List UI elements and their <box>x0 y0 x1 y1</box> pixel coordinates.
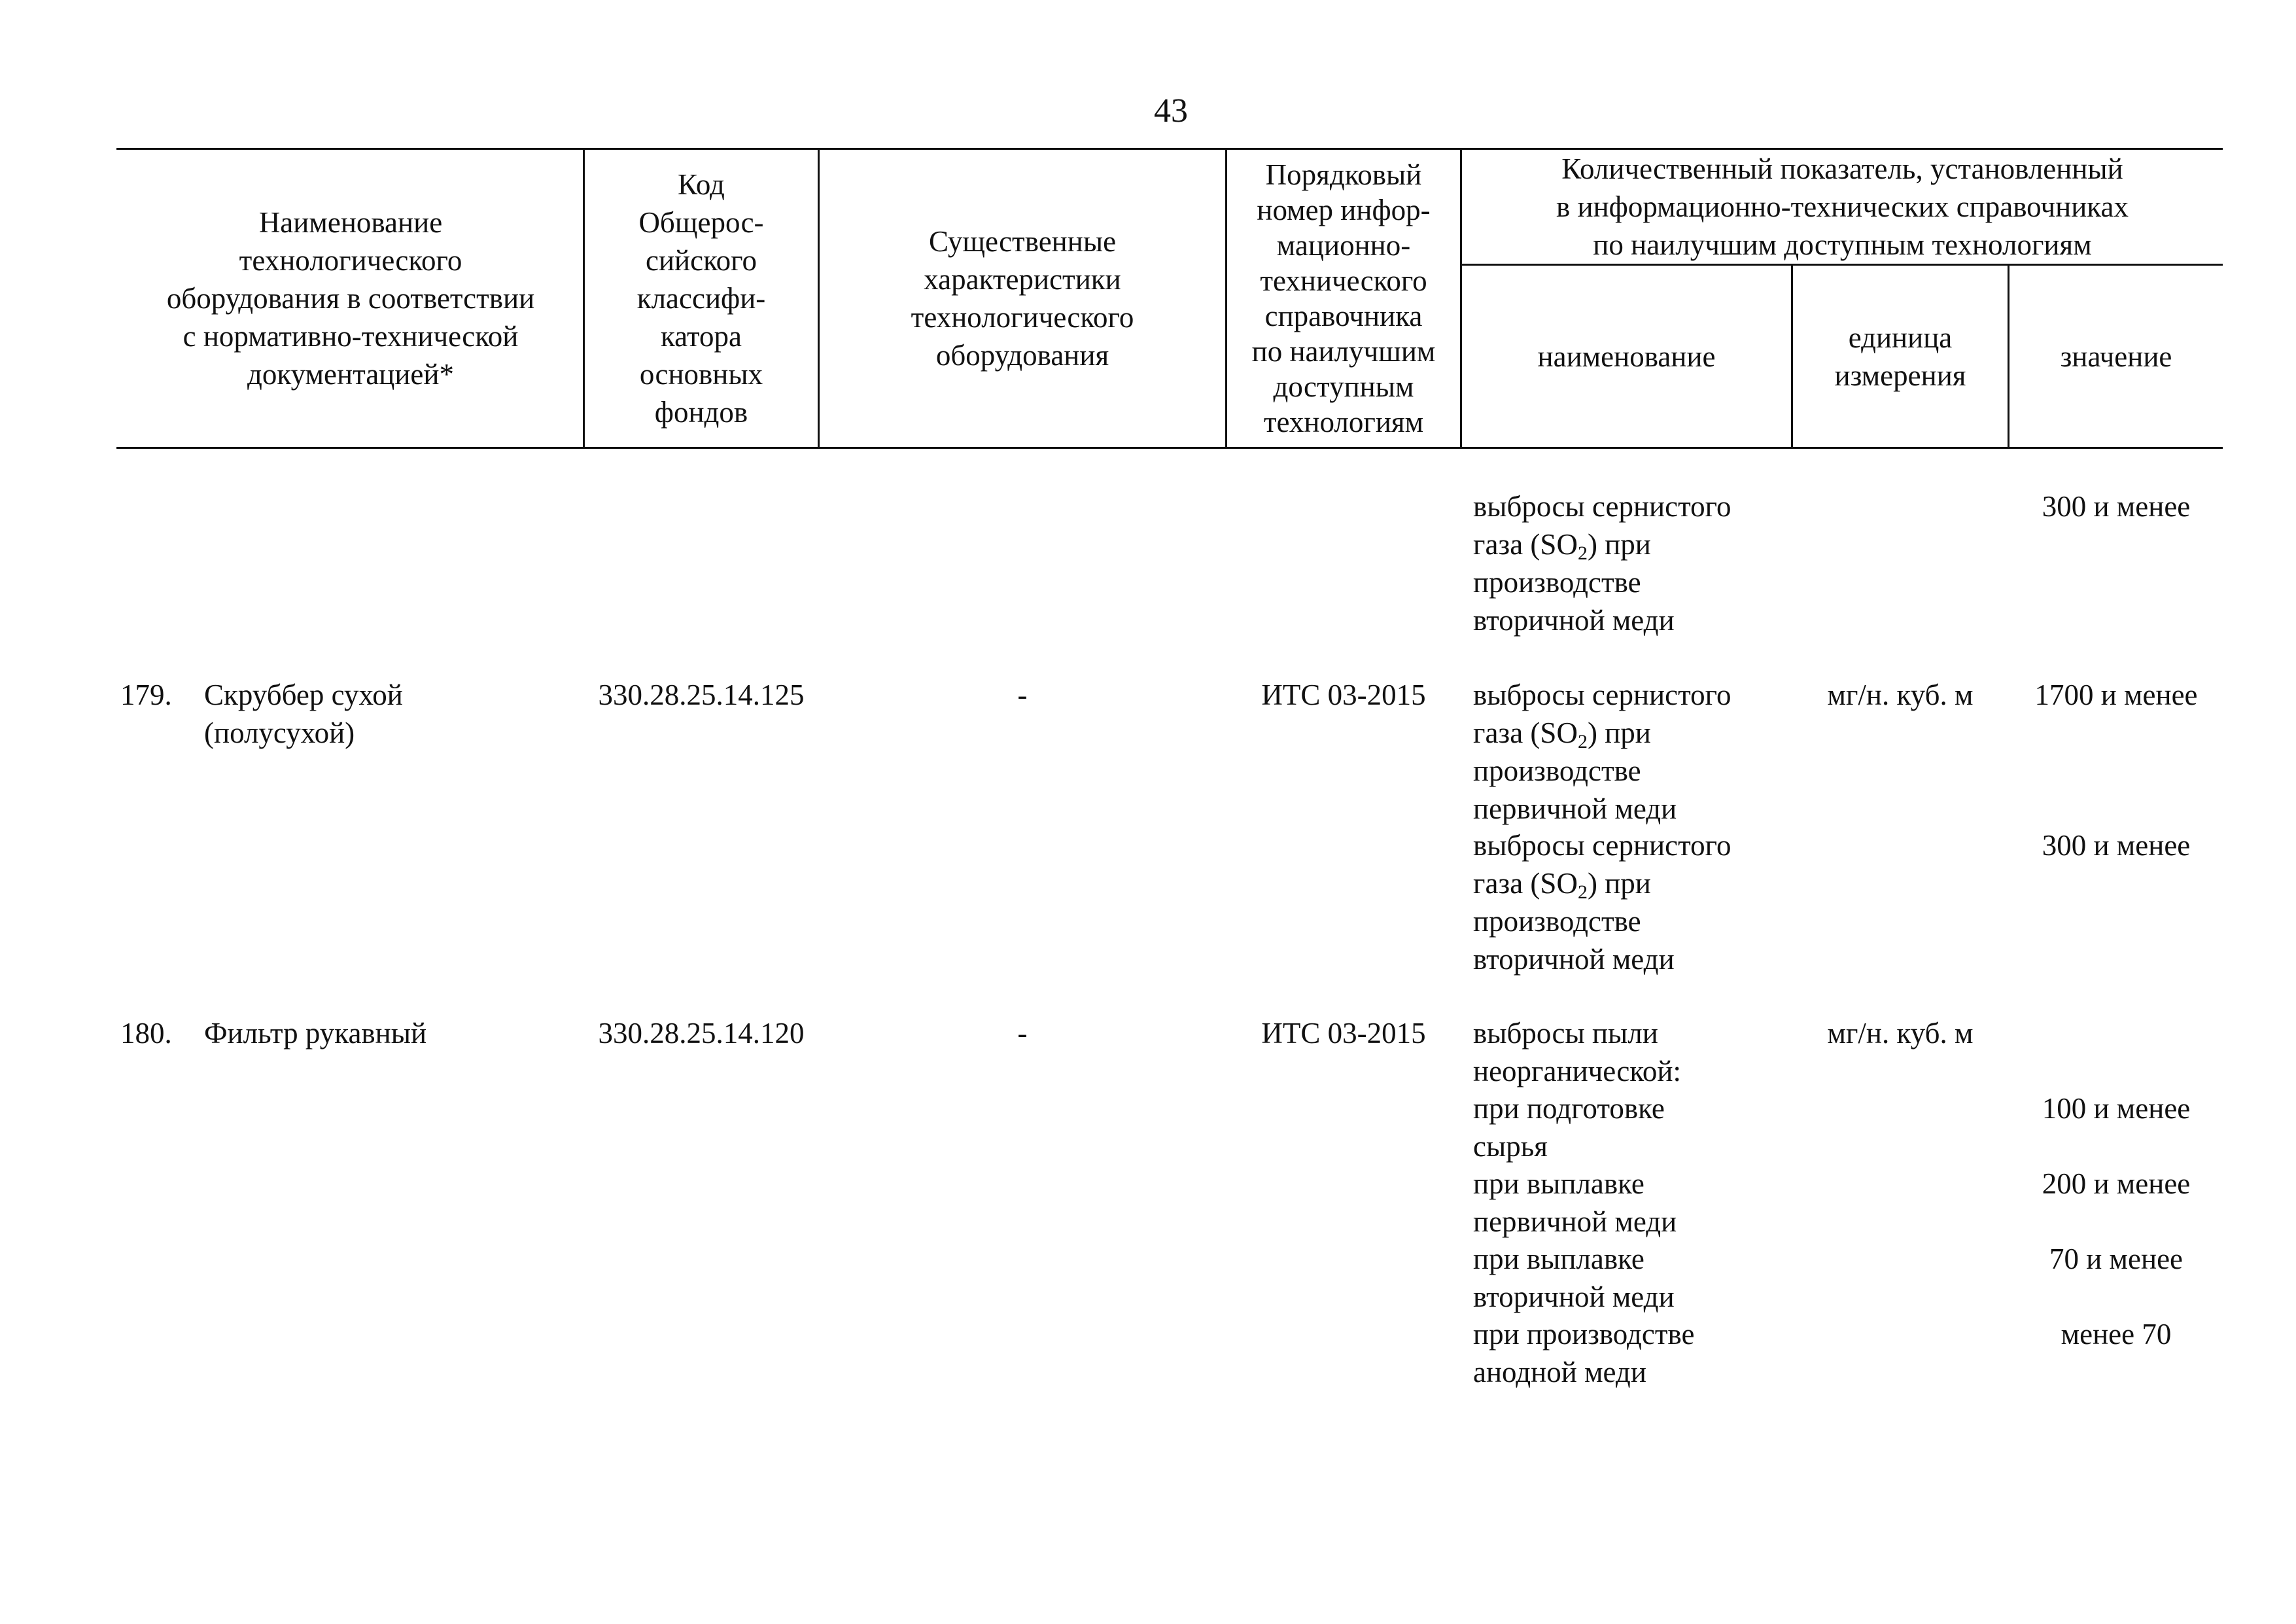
row-180-indicator-4: при производстве анодной меди <box>1473 1318 1695 1388</box>
row-180-value-4: менее 70 <box>2061 1318 2172 1350</box>
row-179-equipment-name: Скруббер сухой (полусухой) <box>204 679 403 749</box>
continuation-value: 300 и менее <box>2042 490 2191 523</box>
header-okof-code: Код Общерос- сийского классифи- катора основных фондов <box>636 168 766 429</box>
header-its-number: Порядковый номер инфор- мационно- технического справочника по наилучшим доступным технологиям <box>1251 158 1436 438</box>
page-number: 43 <box>1154 92 1188 130</box>
header-characteristics: Существенные характеристики технологического оборудования <box>911 225 1134 372</box>
row-180-value-1: 100 и менее <box>2042 1092 2191 1125</box>
row-180-unit: мг/н. куб. м <box>1827 1017 1974 1050</box>
row-179-value-1: 1700 и менее <box>2034 679 2198 711</box>
continuation-indicator: выбросы сернистого газа $(SO_2)$ при производстве вторичной меди <box>1473 490 1731 637</box>
row-180-indicator-title: выбросы пыли неорганической: <box>1473 1017 1682 1087</box>
row-179-okof-code: 330.28.25.14.125 <box>598 679 805 711</box>
row-180-value-3: 70 и менее <box>2049 1243 2183 1275</box>
header-indicator-name: наименование <box>1537 340 1716 373</box>
header-quantitative-indicator: Количественный показатель, установленный в информационно-технических справочниках по наилучшим доступным технологиям <box>1556 152 2129 261</box>
row-179-characteristics: - <box>1017 679 1028 711</box>
header-unit: единица измерения <box>1834 321 1966 392</box>
row-180-equipment-name: Фильтр рукавный <box>204 1017 427 1050</box>
row-179-unit: мг/н. куб. м <box>1827 679 1974 711</box>
row-180-indicator-2: при выплавке первичной меди <box>1473 1167 1677 1238</box>
row-180-okof-code: 330.28.25.14.120 <box>598 1017 805 1050</box>
row-180-indicator-3: при выплавке вторичной меди <box>1473 1243 1675 1313</box>
row-180-indicator-1: при подготовке сырья <box>1473 1092 1665 1163</box>
row-179-its-number: ИТС 03-2015 <box>1261 679 1426 711</box>
row-180-characteristics: - <box>1017 1017 1028 1050</box>
row-179-indicator-2: выбросы сернистого газа $(SO_2)$ при производстве вторичной меди <box>1473 829 1731 976</box>
row-180-value-2: 200 и менее <box>2042 1167 2191 1200</box>
row-180-number: 180. <box>120 1017 172 1050</box>
row-179-number: 179. <box>120 679 172 711</box>
row-180-its-number: ИТС 03-2015 <box>1261 1017 1426 1050</box>
row-179-indicator-1: выбросы сернистого газа $(SO_2)$ при производстве первичной меди <box>1473 679 1731 825</box>
row-179-value-2: 300 и менее <box>2042 829 2191 862</box>
header-value: значение <box>2060 340 2172 373</box>
header-equipment-name: Наименование технологического оборудования в соответствии с нормативно-технической документацией* <box>166 206 535 391</box>
header-bottom-border <box>116 447 2223 449</box>
